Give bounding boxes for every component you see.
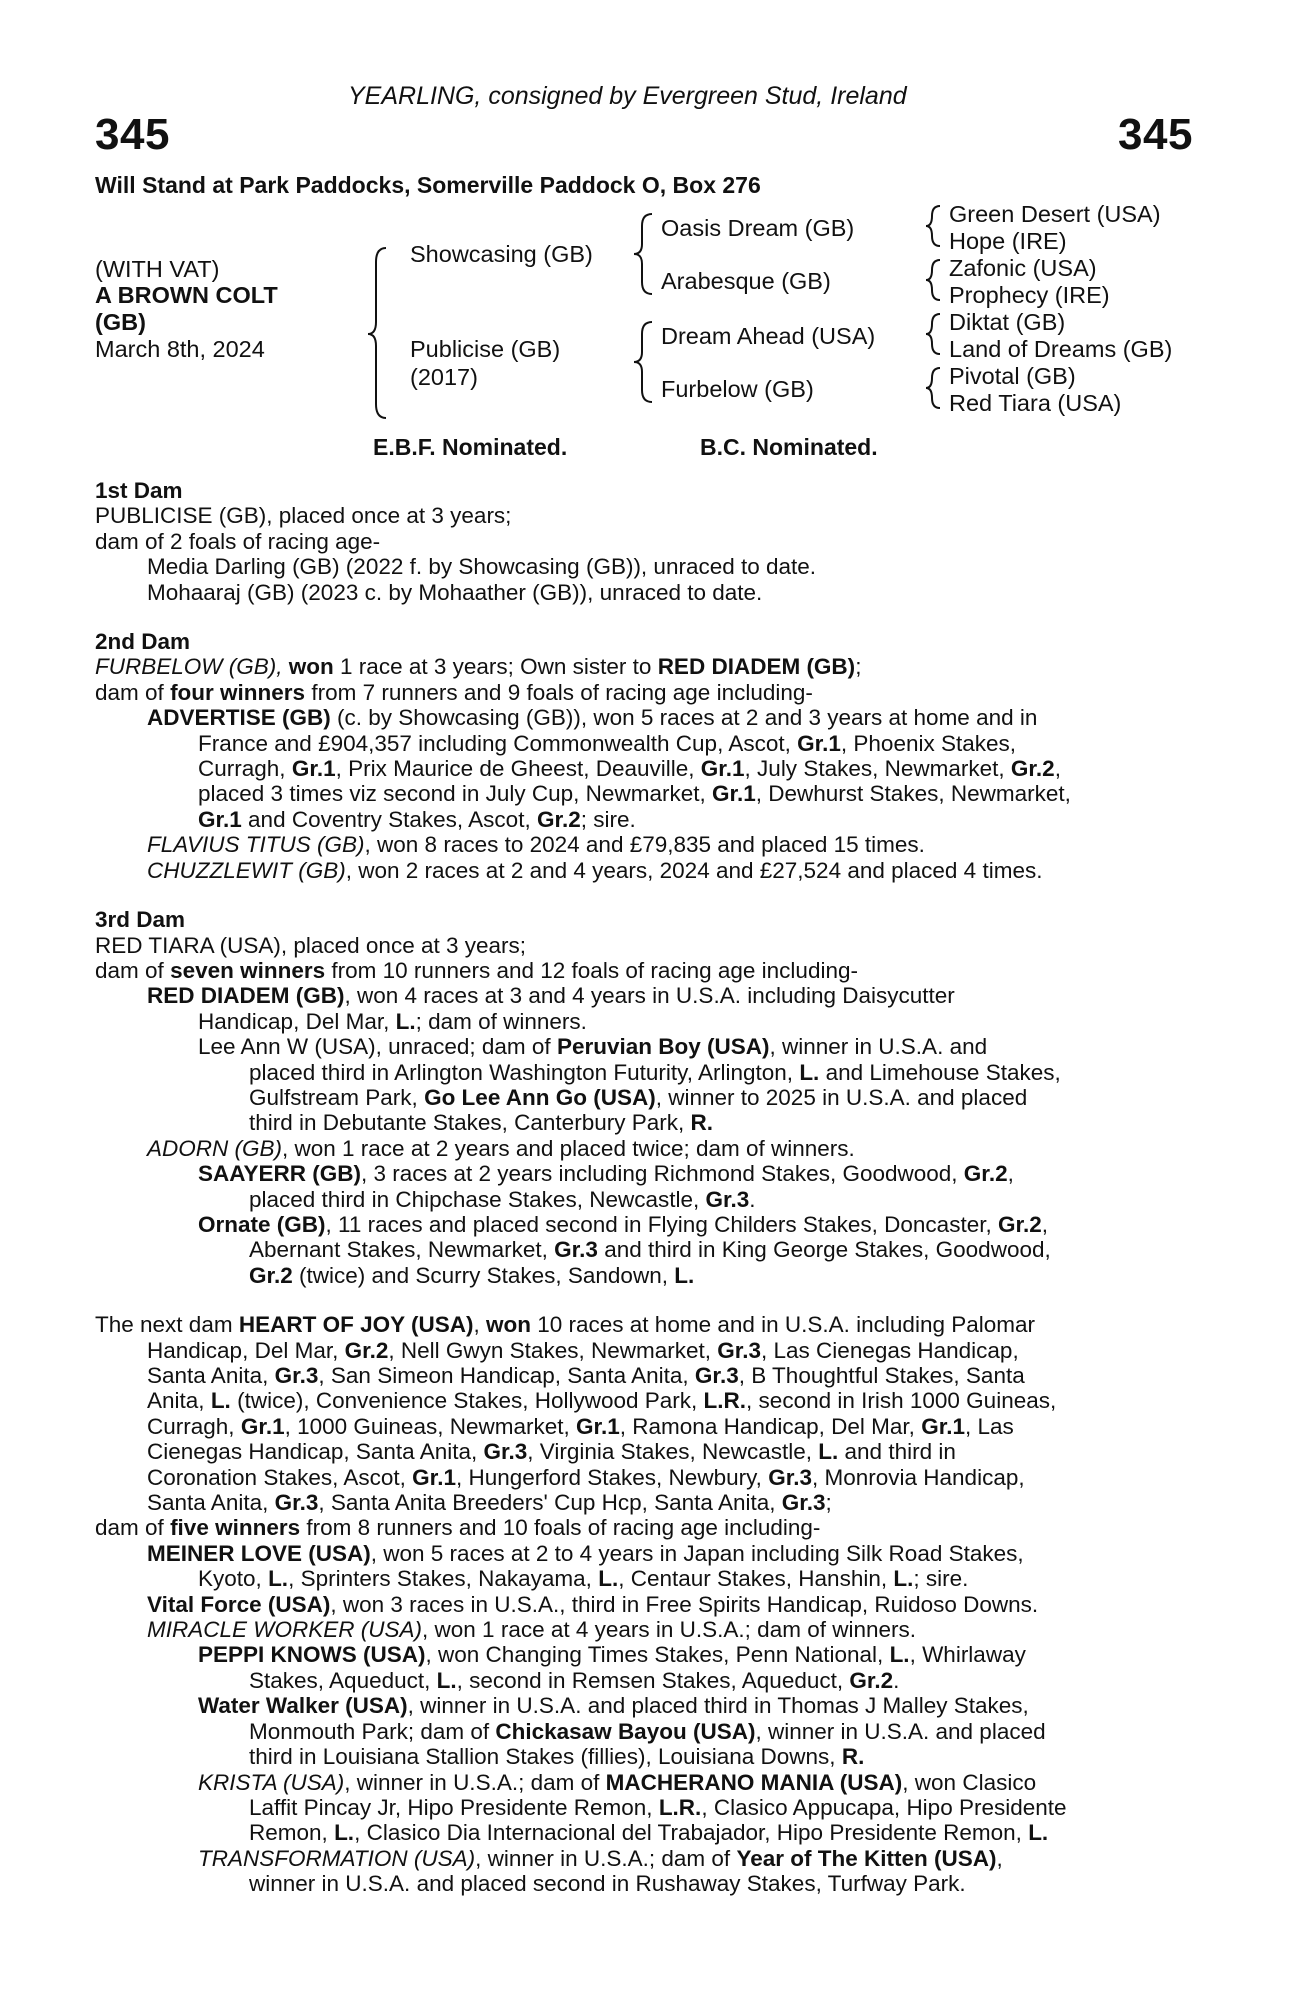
text-line: Anita, L. (twice), Convenience Stakes, Hollywood Park, L.R., second in Irish 1000 Guineas, [147, 1388, 1057, 1414]
stand-location: Will Stand at Park Paddocks, Somerville Paddock O, Box 276 [95, 172, 761, 198]
sire: Showcasing (GB) [410, 241, 593, 267]
progeny-entry: PEPPI KNOWS (USA), won Changing Times Stakes, Penn National, L., Whirlaway [198, 1642, 1026, 1668]
text-line: placed third in Chipchase Stakes, Newcastle, Gr.3. [249, 1186, 756, 1212]
consignment-line: YEARLING, consigned by Evergreen Stud, Ireland [348, 82, 907, 110]
next-dam-section [95, 1312, 1203, 1896]
text-line: Handicap, Del Mar, L.; dam of winners. [198, 1008, 587, 1034]
g3-name: Green Desert (USA) [949, 201, 1161, 227]
horse-origin: (GB) [95, 309, 146, 335]
text-line: PUBLICISE (GB), placed once at 3 years; [95, 503, 512, 529]
g3-name: Prophecy (IRE) [949, 282, 1110, 308]
dam-sire: Dream Ahead (USA) [661, 323, 876, 349]
text-line: The next dam HEART OF JOY (USA), won 10 races at home and in U.S.A. including Palomar [95, 1312, 1036, 1338]
bc-nominated: B.C. Nominated. [700, 434, 878, 460]
progeny-entry: TRANSFORMATION (USA), winner in U.S.A.; dam of Year of The Kitten (USA), [198, 1845, 1003, 1871]
progeny-entry: MEINER LOVE (USA), won 5 races at 2 to 4 years in Japan including Silk Road Stakes, [147, 1540, 1024, 1566]
foal-entry: Media Darling (GB) (2022 f. by Showcasing (GB)), unraced to date. [147, 554, 817, 580]
brace-g3-4 [926, 368, 940, 408]
g3-name: Pivotal (GB) [949, 363, 1076, 389]
text-line: Abernant Stakes, Newmarket, Gr.3 and third in King George Stakes, Goodwood, [249, 1237, 1051, 1263]
g3-name: Land of Dreams (GB) [949, 336, 1173, 362]
text-line: winner in U.S.A. and placed second in Rushaway Stakes, Turfway Park. [249, 1871, 966, 1897]
progeny-entry: CHUZZLEWIT (GB), won 2 races at 2 and 4 years, 2024 and £27,524 and placed 4 times. [147, 857, 1043, 883]
progeny-entry: Vital Force (USA), won 3 races in U.S.A., third in Free Spirits Handicap, Ruidoso Downs. [147, 1591, 1039, 1617]
text-line: Gr.1 and Coventry Stakes, Ascot, Gr.2; sire. [198, 806, 636, 832]
text-line: Santa Anita, Gr.3, Santa Anita Breeders' Cup Hcp, Santa Anita, Gr.3; [147, 1490, 832, 1516]
brace-g3-3 [926, 314, 940, 354]
foaling-date: March 8th, 2024 [95, 336, 265, 362]
horse-description: A BROWN COLT [95, 282, 278, 308]
progeny-entry: FLAVIUS TITUS (GB), won 8 races to 2024 and £79,835 and placed 15 times. [147, 832, 925, 858]
text-line: dam of 2 foals of racing age- [95, 528, 381, 554]
pedigree-text [95, 478, 1203, 1897]
section-heading: 3rd Dam [95, 907, 186, 933]
lot-number-right: 345 [1118, 110, 1193, 159]
progeny-entry: RED DIADEM (GB), won 4 races at 3 and 4 years in U.S.A. including Daisycutter [147, 983, 955, 1009]
text-line: placed third in Arlington Washington Futurity, Arlington, L. and Limehouse Stakes, [249, 1059, 1061, 1085]
text-line: Monmouth Park; dam of Chickasaw Bayou (USA), winner in U.S.A. and placed [249, 1718, 1046, 1744]
text-line: FURBELOW (GB), won 1 race at 3 years; Own sister to RED DIADEM (GB); [95, 654, 862, 680]
progeny-entry: ADORN (GB), won 1 race at 2 years and placed twice; dam of winners. [147, 1135, 855, 1161]
g3-name: Zafonic (USA) [949, 255, 1097, 281]
brace-sire [634, 214, 652, 294]
progeny-entry: Water Walker (USA), winner in U.S.A. and placed third in Thomas J Malley Stakes, [198, 1693, 1029, 1719]
text-line: dam of five winners from 8 runners and 10 foals of racing age including- [95, 1515, 821, 1541]
text-line: Curragh, Gr.1, 1000 Guineas, Newmarket, Gr.1, Ramona Handicap, Del Mar, Gr.1, Las [147, 1413, 1014, 1439]
text-line: placed 3 times viz second in July Cup, Newmarket, Gr.1, Dewhurst Stakes, Newmarket, [198, 781, 1071, 807]
brace-main [368, 248, 386, 418]
section-heading: 2nd Dam [95, 629, 191, 655]
progeny-entry: KRISTA (USA), winner in U.S.A.; dam of MACHERANO MANIA (USA), won Clasico [198, 1769, 1037, 1795]
progeny-entry: Lee Ann W (USA), unraced; dam of Peruvian Boy (USA), winner in U.S.A. and [198, 1034, 988, 1060]
progeny-entry: Ornate (GB), 11 races and placed second in Flying Childers Stakes, Doncaster, Gr.2, [198, 1211, 1049, 1237]
text-line: dam of seven winners from 10 runners and 12 foals of racing age including- [95, 957, 858, 983]
text-line: Remon, L., Clasico Dia Internacional del Trabajador, Hipo Presidente Remon, L. [249, 1820, 1049, 1846]
text-line: France and £904,357 including Commonwealth Cup, Ascot, Gr.1, Phoenix Stakes, [198, 730, 1017, 756]
vat-note: (WITH VAT) [95, 256, 220, 282]
progeny-entry: ADVERTISE (GB) (c. by Showcasing (GB)), won 5 races at 2 and 3 years at home and in [147, 705, 1038, 731]
text-line: Kyoto, L., Sprinters Stakes, Nakayama, L., Centaur Stakes, Hanshin, L.; sire. [198, 1566, 969, 1592]
text-line: Gulfstream Park, Go Lee Ann Go (USA), winner to 2025 in U.S.A. and placed [249, 1084, 1028, 1110]
sire-sire: Oasis Dream (GB) [661, 215, 855, 241]
text-line: Santa Anita, Gr.3, San Simeon Handicap, Santa Anita, Gr.3, B Thoughtful Stakes, Santa [147, 1363, 1025, 1388]
brace-g3-2 [926, 260, 940, 300]
brace-dam [634, 322, 652, 402]
text-line: Curragh, Gr.1, Prix Maurice de Gheest, Deauville, Gr.1, July Stakes, Newmarket, Gr.2, [198, 756, 1061, 782]
text-line: Coronation Stakes, Ascot, Gr.1, Hungerford Stakes, Newbury, Gr.3, Monrovia Handicap, [147, 1464, 1025, 1490]
text-line: Cienegas Handicap, Santa Anita, Gr.3, Virginia Stakes, Newcastle, L. and third in [147, 1439, 956, 1465]
brace-g3-1 [926, 206, 940, 246]
text-line: Gr.2 (twice) and Scurry Stakes, Sandown, L. [249, 1262, 695, 1288]
progeny-entry: SAAYERR (GB), 3 races at 2 years including Richmond Stakes, Goodwood, Gr.2, [198, 1161, 1014, 1187]
dam-dam: Furbelow (GB) [661, 376, 814, 402]
text-line: Handicap, Del Mar, Gr.2, Nell Gwyn Stakes, Newmarket, Gr.3, Las Cienegas Handicap, [147, 1337, 1019, 1363]
progeny-entry: MIRACLE WORKER (USA), won 1 race at 4 years in U.S.A.; dam of winners. [147, 1617, 916, 1643]
dam-year: (2017) [410, 364, 478, 390]
text-line: third in Debutante Stakes, Canterbury Park, R. [249, 1110, 713, 1136]
lot-number-left: 345 [95, 110, 170, 159]
third-dam-section [95, 907, 1203, 1288]
text-line: dam of four winners from 7 runners and 9 foals of racing age including- [95, 679, 813, 705]
section-heading: 1st Dam [95, 478, 183, 503]
text-line: third in Louisiana Stallion Stakes (fillies), Louisiana Downs, R. [249, 1744, 865, 1770]
sire-dam: Arabesque (GB) [661, 268, 831, 294]
text-line: RED TIARA (USA), placed once at 3 years; [95, 932, 527, 958]
text-line: Stakes, Aqueduct, L., second in Remsen Stakes, Aqueduct, Gr.2. [249, 1667, 900, 1693]
first-dam-section [95, 478, 1203, 605]
second-dam-section [95, 629, 1203, 883]
dam: Publicise (GB) [410, 336, 561, 362]
g3-name: Hope (IRE) [949, 228, 1067, 254]
ebf-nominated: E.B.F. Nominated. [373, 434, 568, 460]
foal-entry: Mohaaraj (GB) (2023 c. by Mohaather (GB)), unraced to date. [147, 579, 763, 605]
g3-name: Red Tiara (USA) [949, 390, 1122, 416]
text-line: Laffit Pincay Jr, Hipo Presidente Remon, L.R., Clasico Appucapa, Hipo Presidente [249, 1794, 1067, 1820]
g3-name: Diktat (GB) [949, 309, 1066, 335]
